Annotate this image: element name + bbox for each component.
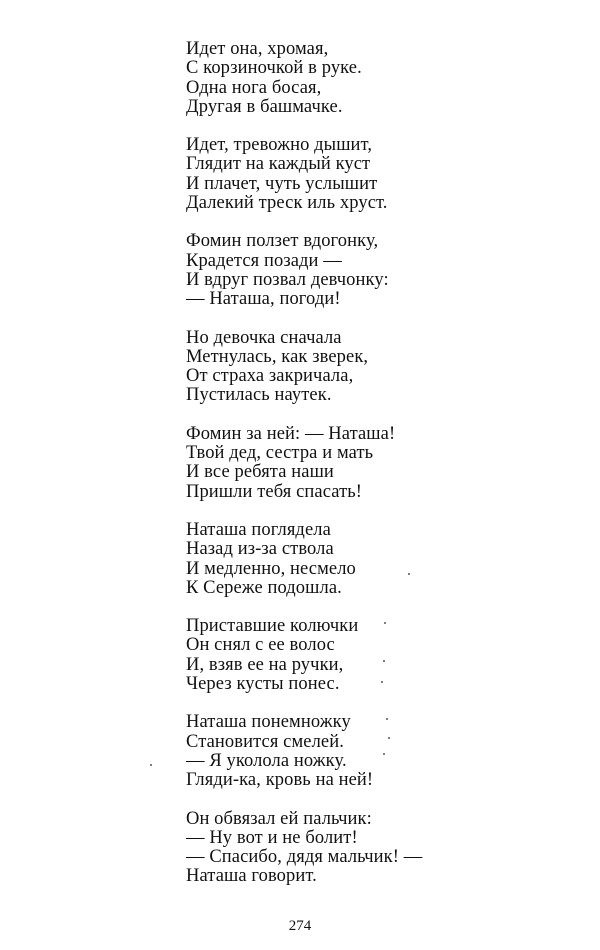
poem-line: Одна нога босая, xyxy=(186,77,322,98)
poem-line: Назад из-за ствола xyxy=(186,539,334,560)
poem-line: Приставшие колючки xyxy=(186,616,359,637)
poem-line: С корзиночкой в руке. xyxy=(186,58,362,79)
poem-line: И медленно, несмело xyxy=(186,558,356,579)
poem-line: Фомин за ней: — Наташа! xyxy=(186,423,396,444)
poem-line: Метнулась, как зверек, xyxy=(186,346,369,367)
poem-line: Пустилась наутек. xyxy=(186,385,332,406)
poem-text xyxy=(186,40,422,906)
poem-line: Идет, тревожно дышит, xyxy=(186,135,373,156)
poem-line: Крадется позади — xyxy=(186,250,342,271)
poem-line: Пришли тебя спасать! xyxy=(186,481,363,502)
poem-line: Идет она, хромая, xyxy=(186,39,329,59)
scan-speck xyxy=(386,718,388,720)
poem-line: Наташа поглядела xyxy=(186,519,331,540)
scan-speck xyxy=(383,753,385,755)
poem-line: И, взяв ее на ручки, xyxy=(186,654,344,675)
poem-line: — Спасибо, дядя мальчик! — xyxy=(186,847,423,868)
poem-line: — Я уколола ножку. xyxy=(186,750,347,771)
poem-line: И вдруг позвал девчонку: xyxy=(186,269,389,290)
poem-line: Твой дед, сестра и мать xyxy=(186,443,374,464)
poem-line: Через кусты понес. xyxy=(186,674,340,695)
poem-line: И все ребята наши xyxy=(186,462,334,483)
poem-line: Но девочка сначала xyxy=(186,327,342,348)
poem-line: От страха закричала, xyxy=(186,366,354,387)
poem-line: Гляди-ка, кровь на ней! xyxy=(186,770,374,791)
stanza-2 xyxy=(186,136,422,213)
stanza-5 xyxy=(186,425,422,502)
stanza-4 xyxy=(186,329,422,406)
scan-speck xyxy=(381,681,383,683)
stanza-7 xyxy=(186,617,422,694)
scan-speck xyxy=(408,573,410,575)
poem-line: — Наташа, погоди! xyxy=(186,289,341,310)
poem-line: — Ну вот и не болит! xyxy=(186,827,358,848)
scan-speck xyxy=(150,764,152,766)
scan-speck xyxy=(384,622,386,624)
stanza-9 xyxy=(186,810,422,887)
poem-line: Далекий треск иль хруст. xyxy=(186,193,388,214)
poem-line: Становится смелей. xyxy=(186,731,344,752)
stanza-8 xyxy=(186,713,422,790)
poem-line: Глядит на каждый куст xyxy=(186,154,371,175)
stanza-6 xyxy=(186,521,422,598)
poem-line: К Сереже подошла. xyxy=(186,577,342,598)
poem-line: И плачет, чуть услышит xyxy=(186,173,378,194)
poem-line: Наташа понемножку xyxy=(186,712,351,733)
stanza-1 xyxy=(186,40,422,117)
page-number: 274 xyxy=(288,918,312,934)
poem-line: Он снял с ее волос xyxy=(186,635,335,656)
scan-speck xyxy=(388,737,390,739)
poem-line: Наташа говорит. xyxy=(186,866,317,887)
poem-line: Другая в башмачке. xyxy=(186,96,343,117)
stanza-3 xyxy=(186,232,422,309)
poem-line: Фомин ползет вдогонку, xyxy=(186,231,379,252)
scan-speck xyxy=(383,660,385,662)
poem-line: Он обвязал ей пальчик: xyxy=(186,808,372,829)
